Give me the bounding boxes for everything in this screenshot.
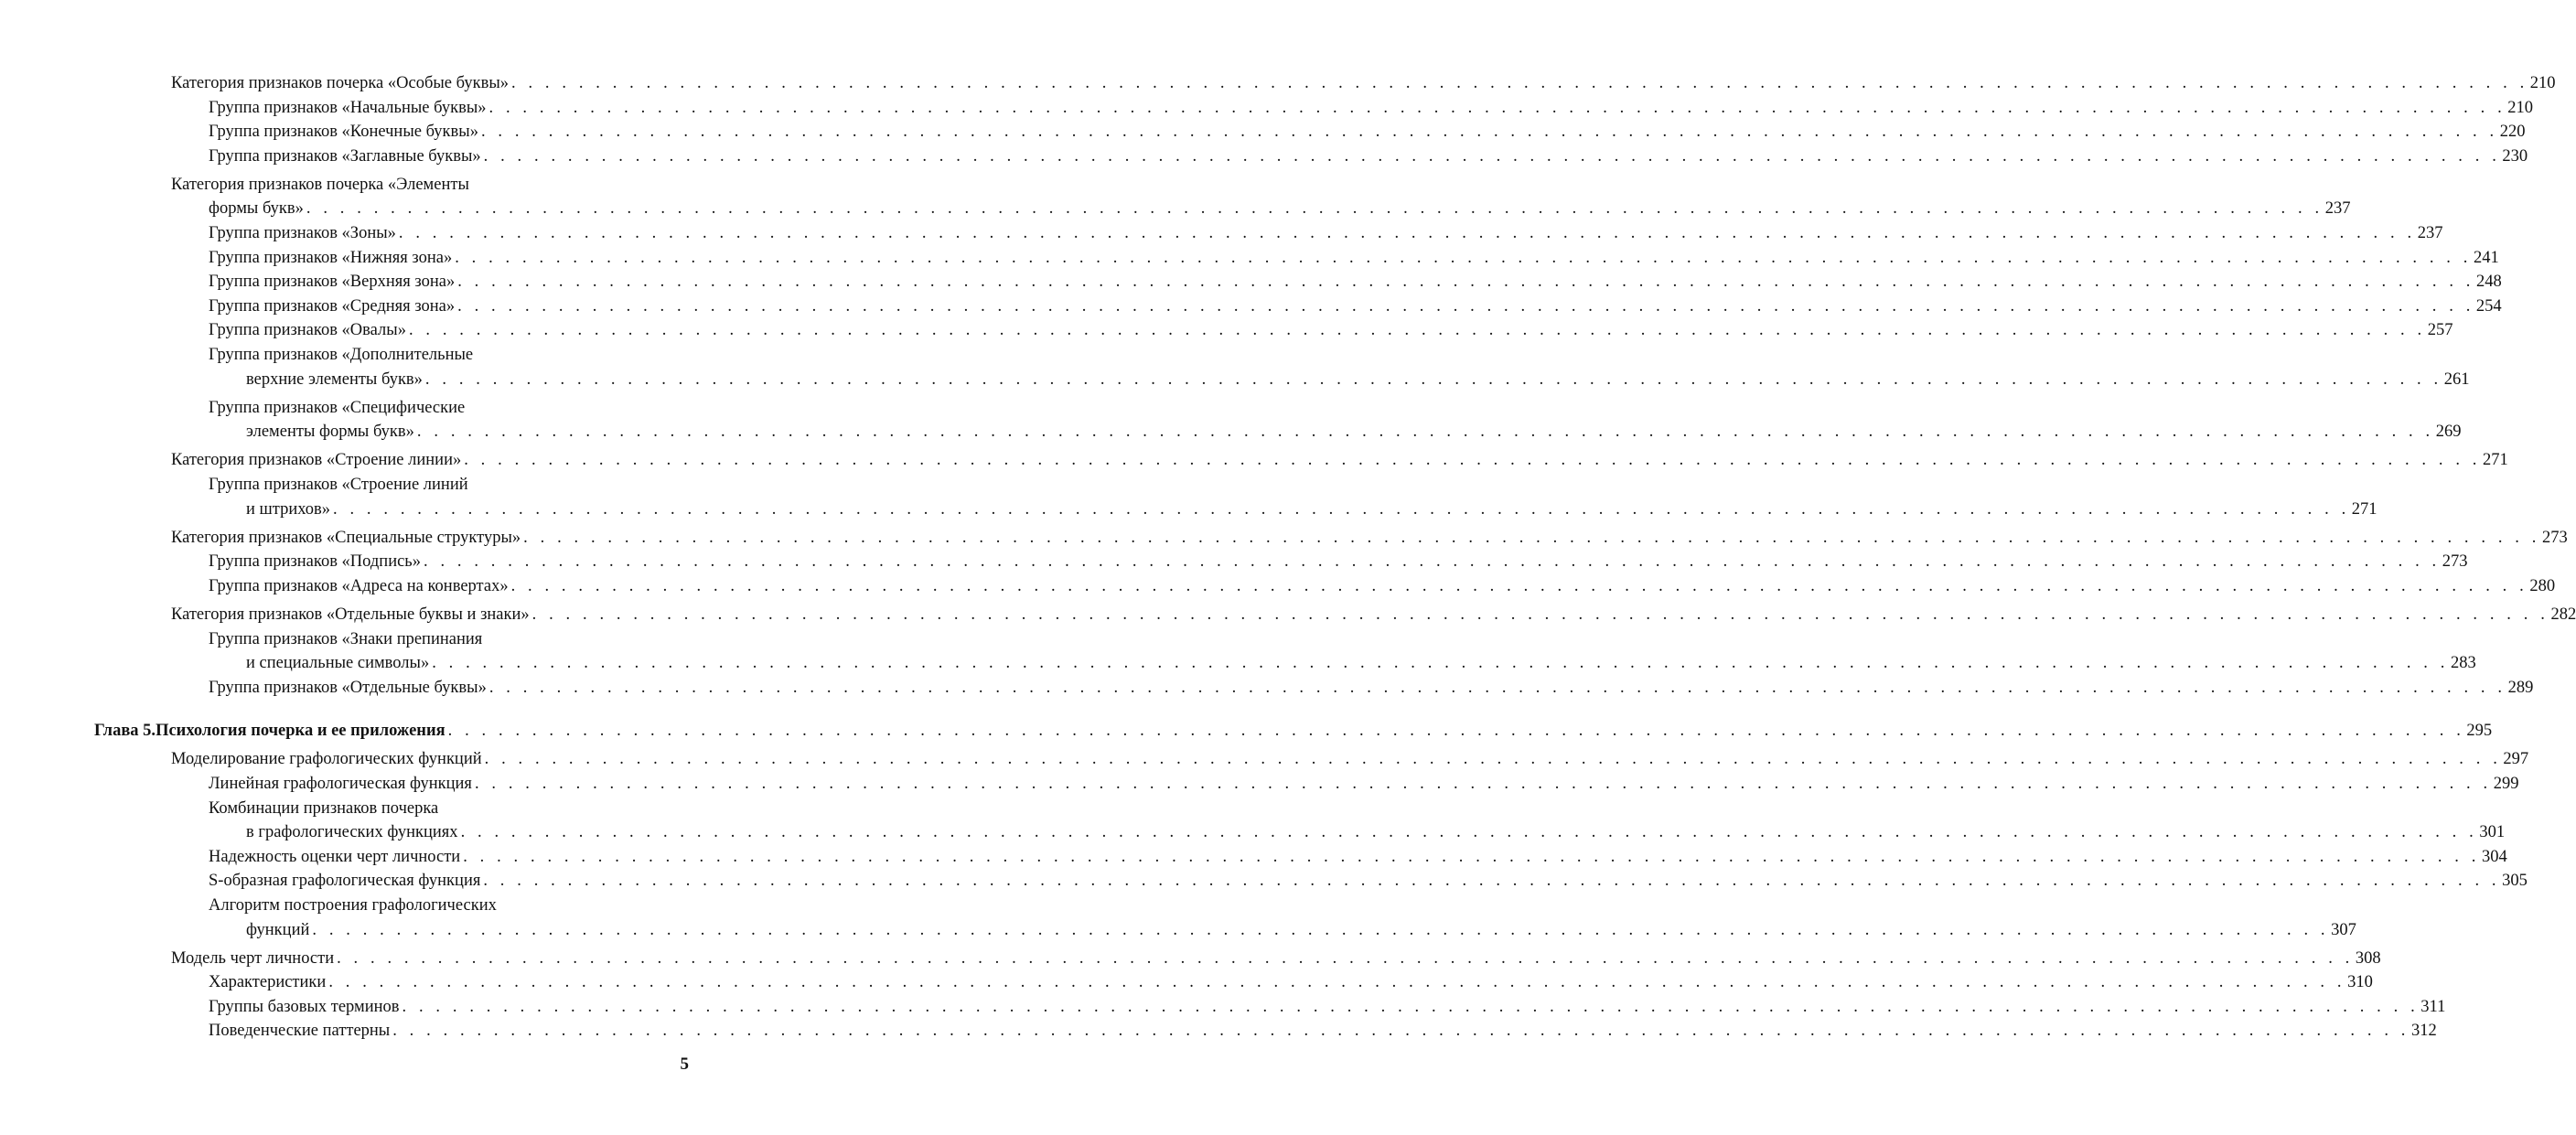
dot-leader: . . . . . . . . . . . . . . . . . . . . . . . . . . . . . . . . . . . . . . . . . . . . . . . . . . . . . . . . . . . . . . . . . . . . . . . . . . . . . . . . . . . . . . . . . . . . . . . . . . . . . . . . . . . . . . . . . . . . . . . .: [333, 499, 2350, 519]
page-ref: 283: [2450, 654, 2476, 673]
toc-entry: [0, 473, 2377, 521]
entry-title-line: Алгоритм построения графологических: [209, 896, 497, 915]
toc-entry: [0, 71, 2556, 96]
dot-leader: . . . . . . . . . . . . . . . . . . . . . . . . . . . . . . . . . . . . . . . . . . . . . . . . . . . . . . . . . . . . . . . . . . . . . . . . . . . . . . . . . . . . . . . . . . . . . . . . . . . . . . . . . . . . . . . . . . . . . . . .: [474, 775, 2492, 794]
toc-entry: [0, 869, 2528, 894]
page-ref: 257: [2427, 321, 2453, 340]
toc-chapter: [0, 719, 2493, 744]
toc-entry: [0, 970, 2373, 995]
dot-leader: . . . . . . . . . . . . . . . . . . . . . . . . . . . . . . . . . . . . . . . . . . . . . . . . . . . . . . . . . . . . . . . . . . . . . . . . . . . . . . . . . . . . . . . . . . . . . . . . . . . . . . . . . . . . . . . . . . . . . . . .: [460, 823, 2478, 842]
entry-title: Группа признаков «Конечные буквы»: [209, 123, 478, 142]
entry-title: и штрихов»: [246, 499, 331, 519]
toc-entry: [0, 676, 2534, 701]
page-ref: 305: [2502, 872, 2528, 891]
dot-leader: . . . . . . . . . . . . . . . . . . . . . . . . . . . . . . . . . . . . . . . . . . . . . . . . . . . . . . . . . . . . . . . . . . . . . . . . . . . . . . . . . . . . . . . . . . . . . . . . . . . . . . . . . . . . . . . . . . . . . . . .: [488, 678, 2506, 697]
page-ref: 301: [2479, 823, 2506, 842]
page-ref: 248: [2476, 273, 2502, 292]
dot-leader: . . . . . . . . . . . . . . . . . . . . . . . . . . . . . . . . . . . . . . . . . . . . . . . . . . . . . . . . . . . . . . . . . . . . . . . . . . . . . . . . . . . . . . . . . . . . . . . . . . . . . . . . . . . . . . . . . . . . . . . .: [480, 123, 2498, 142]
entry-title: Характеристики: [209, 973, 327, 992]
toc-entry: [0, 947, 2381, 971]
dot-leader: . . . . . . . . . . . . . . . . . . . . . . . . . . . . . . . . . . . . . . . . . . . . . . . . . . . . . . . . . . . . . . . . . . . . . . . . . . . . . . . . . . . . . . . . . . . . . . . . . . . . . . . . . . . . . . . . . . . . . . . .: [523, 528, 2540, 547]
table-of-contents: [0, 71, 2576, 1044]
toc-entry: [0, 772, 2519, 797]
page-ref: 237: [2417, 224, 2443, 243]
dot-leader: . . . . . . . . . . . . . . . . . . . . . . . . . . . . . . . . . . . . . . . . . . . . . . . . . . . . . . . . . . . . . . . . . . . . . . . . . . . . . . . . . . . . . . . . . . . . . . . . . . . . . . . . . . . . . . . . . . . . . . . .: [398, 224, 2416, 243]
dot-leader: . . . . . . . . . . . . . . . . . . . . . . . . . . . . . . . . . . . . . . . . . . . . . . . . . . . . . . . . . . . . . . . . . . . . . . . . . . . . . . . . . . . . . . . . . . . . . . . . . . . . . . . . . . . . . . . . . . . . . . . .: [337, 948, 2354, 968]
dot-leader: . . . . . . . . . . . . . . . . . . . . . . . . . . . . . . . . . . . . . . . . . . . . . . . . . . . . . . . . . . . . . . . . . . . . . . . . . . . . . . . . . . . . . . . . . . . . . . . . . . . . . . . . . . . . . . . . . . . . . . . .: [424, 552, 2441, 572]
dot-leader: . . . . . . . . . . . . . . . . . . . . . . . . . . . . . . . . . . . . . . . . . . . . . . . . . . . . . . . . . . . . . . . . . . . . . . . . . . . . . . . . . . . . . . . . . . . . . . . . . . . . . . . . . . . . . . . . . . . . . . . .: [484, 750, 2502, 769]
dot-leader: . . . . . . . . . . . . . . . . . . . . . . . . . . . . . . . . . . . . . . . . . . . . . . . . . . . . . . . . . . . . . . . . . . . . . . . . . . . . . . . . . . . . . . . . . . . . . . . . . . . . . . . . . . . . . . . . . . . . . . . .: [455, 248, 2472, 267]
entry-title: Группа признаков «Отдельные буквы»: [209, 678, 487, 697]
entry-title: элементы формы букв»: [246, 423, 414, 442]
toc-entry: [0, 120, 2526, 145]
entry-title: Группы базовых терминов: [209, 997, 400, 1016]
page-ref: 230: [2502, 146, 2528, 166]
toc-entry: [0, 246, 2499, 271]
entry-title: Группа признаков «Адреса на конвертах»: [209, 576, 509, 595]
dot-leader: . . . . . . . . . . . . . . . . . . . . . . . . . . . . . . . . . . . . . . . . . . . . . . . . . . . . . . . . . . . . . . . . . . . . . . . . . . . . . . . . . . . . . . . . . . . . . . . . . . . . . . . . . . . . . . . . . . . . . . . .: [312, 920, 2330, 939]
dot-leader: . . . . . . . . . . . . . . . . . . . . . . . . . . . . . . . . . . . . . . . . . . . . . . . . . . . . . . . . . . . . . . . . . . . . . . . . . . . . . . . . . . . . . . . . . . . . . . . . . . . . . . . . . . . . . . . . . . . . . . . .: [392, 1022, 2410, 1041]
page-ref: 261: [2443, 369, 2470, 389]
page-ref: 210: [2529, 74, 2556, 92]
toc-entry: [0, 396, 2462, 444]
entry-title: Группа признаков «Средняя зона»: [209, 296, 456, 316]
page-ref: 280: [2529, 576, 2556, 595]
page-ref: 304: [2481, 847, 2507, 866]
dot-leader: . . . . . . . . . . . . . . . . . . . . . . . . . . . . . . . . . . . . . . . . . . . . . . . . . . . . . . . . . . . . . . . . . . . . . . . . . . . . . . . . . . . . . . . . . . . . . . . . . . . . . . . . . . . . . . . . . . . . . . . .: [408, 321, 2426, 340]
dot-leader: . . . . . . . . . . . . . . . . . . . . . . . . . . . . . . . . . . . . . . . . . . . . . . . . . . . . . . . . . . . . . . . . . . . . . . . . . . . . . . . . . . . . . . . . . . . . . . . . . . . . . . . . . . . . . . . . . . . . . . . .: [457, 273, 2474, 292]
entry-title: и специальные символы»: [246, 654, 430, 673]
entry-title-line: Категория признаков почерка «Элементы: [171, 175, 469, 194]
dot-leader: . . . . . . . . . . . . . . . . . . . . . . . . . . . . . . . . . . . . . . . . . . . . . . . . . . . . . . . . . . . . . . . . . . . . . . . . . . . . . . . . . . . . . . . . . . . . . . . . . . . . . . . . . . . . . . . . . . . . . . . .: [447, 722, 2465, 741]
toc-entry: [0, 448, 2508, 473]
page-ref: 271: [2483, 451, 2508, 470]
page-ref: 299: [2493, 775, 2519, 794]
entry-title: Модель черт личности: [171, 948, 335, 968]
toc-entry: [0, 221, 2443, 246]
toc-entry: [0, 797, 2506, 845]
entry-title: функций: [246, 920, 310, 939]
entry-title: верхние элементы букв»: [246, 369, 423, 389]
entry-title: Категория признаков «Специальные структуры»: [171, 528, 521, 547]
page-ref: 273: [2442, 552, 2468, 572]
entry-title: Категория признаков «Отдельные буквы и знаки»: [171, 605, 530, 624]
entry-title-line: Группа признаков «Специфические: [209, 398, 466, 417]
entry-title: в графологических функциях: [246, 823, 458, 842]
page-ref: 308: [2355, 948, 2381, 968]
page-ref: 297: [2503, 750, 2529, 769]
dot-leader: . . . . . . . . . . . . . . . . . . . . . . . . . . . . . . . . . . . . . . . . . . . . . . . . . . . . . . . . . . . . . . . . . . . . . . . . . . . . . . . . . . . . . . . . . . . . . . . . . . . . . . . . . . . . . . . . . . . . . . . .: [457, 296, 2474, 316]
entry-title-line: Группа признаков «Знаки препинания: [209, 629, 483, 648]
dot-leader: . . . . . . . . . . . . . . . . . . . . . . . . . . . . . . . . . . . . . . . . . . . . . . . . . . . . . . . . . . . . . . . . . . . . . . . . . . . . . . . . . . . . . . . . . . . . . . . . . . . . . . . . . . . . . . . . . . . . . . . .: [432, 654, 2449, 673]
toc-entry: [0, 995, 2446, 1020]
entry-title: Группа признаков «Подпись»: [209, 552, 421, 572]
dot-leader: . . . . . . . . . . . . . . . . . . . . . . . . . . . . . . . . . . . . . . . . . . . . . . . . . . . . . . . . . . . . . . . . . . . . . . . . . . . . . . . . . . . . . . . . . . . . . . . . . . . . . . . . . . . . . . . . . . . . . . . .: [416, 423, 2434, 442]
entry-title-line: Комбинации признаков почерка: [209, 798, 439, 818]
toc-entry: [0, 173, 2351, 221]
toc-entry: [0, 318, 2453, 343]
dot-leader: . . . . . . . . . . . . . . . . . . . . . . . . . . . . . . . . . . . . . . . . . . . . . . . . . . . . . . . . . . . . . . . . . . . . . . . . . . . . . . . . . . . . . . . . . . . . . . . . . . . . . . . . . . . . . . . . . . . . . . . .: [531, 605, 2549, 624]
toc-entry: [0, 845, 2507, 870]
page-ref: 295: [2466, 722, 2493, 741]
dot-leader: . . . . . . . . . . . . . . . . . . . . . . . . . . . . . . . . . . . . . . . . . . . . . . . . . . . . . . . . . . . . . . . . . . . . . . . . . . . . . . . . . . . . . . . . . . . . . . . . . . . . . . . . . . . . . . . . . . . . . . . .: [464, 451, 2482, 470]
page-ref: 254: [2475, 296, 2502, 316]
toc-entry: [0, 526, 2568, 551]
dot-leader: . . . . . . . . . . . . . . . . . . . . . . . . . . . . . . . . . . . . . . . . . . . . . . . . . . . . . . . . . . . . . . . . . . . . . . . . . . . . . . . . . . . . . . . . . . . . . . . . . . . . . . . . . . . . . . . . . . . . . . . .: [483, 146, 2501, 166]
page-number: 5: [680, 1055, 689, 1074]
entry-title: S-образная графологическая функция: [209, 872, 481, 891]
entry-title-line: Группа признаков «Дополнительные: [209, 346, 474, 365]
page-ref: 307: [2331, 920, 2356, 939]
toc-entry: [0, 603, 2576, 627]
page-ref: 273: [2541, 528, 2568, 547]
page-ref: 237: [2324, 199, 2351, 219]
dot-leader: . . . . . . . . . . . . . . . . . . . . . . . . . . . . . . . . . . . . . . . . . . . . . . . . . . . . . . . . . . . . . . . . . . . . . . . . . . . . . . . . . . . . . . . . . . . . . . . . . . . . . . . . . . . . . . . . . . . . . . . .: [483, 872, 2501, 891]
toc-entry: [0, 270, 2502, 294]
dot-leader: . . . . . . . . . . . . . . . . . . . . . . . . . . . . . . . . . . . . . . . . . . . . . . . . . . . . . . . . . . . . . . . . . . . . . . . . . . . . . . . . . . . . . . . . . . . . . . . . . . . . . . . . . . . . . . . . . . . . . . . .: [510, 576, 2528, 595]
dot-leader: . . . . . . . . . . . . . . . . . . . . . . . . . . . . . . . . . . . . . . . . . . . . . . . . . . . . . . . . . . . . . . . . . . . . . . . . . . . . . . . . . . . . . . . . . . . . . . . . . . . . . . . . . . . . . . . . . . . . . . . .: [424, 369, 2442, 389]
page-ref: 269: [2435, 423, 2462, 442]
dot-leader: . . . . . . . . . . . . . . . . . . . . . . . . . . . . . . . . . . . . . . . . . . . . . . . . . . . . . . . . . . . . . . . . . . . . . . . . . . . . . . . . . . . . . . . . . . . . . . . . . . . . . . . . . . . . . . . . . . . . . . . .: [488, 98, 2506, 117]
toc-entry: [0, 96, 2534, 121]
entry-title: Поведенческие паттерны: [209, 1022, 391, 1041]
toc-entry: [0, 343, 2470, 391]
dot-leader: . . . . . . . . . . . . . . . . . . . . . . . . . . . . . . . . . . . . . . . . . . . . . . . . . . . . . . . . . . . . . . . . . . . . . . . . . . . . . . . . . . . . . . . . . . . . . . . . . . . . . . . . . . . . . . . . . . . . . . . .: [463, 847, 2480, 866]
toc-entry: [0, 550, 2468, 574]
toc-entry: [0, 627, 2476, 676]
toc-entry: [0, 747, 2529, 772]
dot-leader: . . . . . . . . . . . . . . . . . . . . . . . . . . . . . . . . . . . . . . . . . . . . . . . . . . . . . . . . . . . . . . . . . . . . . . . . . . . . . . . . . . . . . . . . . . . . . . . . . . . . . . . . . . . . . . . . . . . . . . . .: [511, 74, 2528, 92]
entry-title: Категория признаков почерка «Особые буквы»: [171, 74, 510, 92]
entry-title: Группа признаков «Нижняя зона»: [209, 248, 453, 267]
page-ref: 312: [2411, 1022, 2437, 1041]
toc-entry: [0, 574, 2556, 599]
entry-title: Группа признаков «Овалы»: [209, 321, 406, 340]
entry-title: Надежность оценки черт личности: [209, 847, 461, 866]
toc-entry: [0, 894, 2356, 942]
entry-title: Категория признаков «Строение линии»: [171, 451, 462, 470]
page-ref: 220: [2499, 123, 2526, 142]
entry-title-line: Группа признаков «Строение линий: [209, 476, 468, 494]
dot-leader: . . . . . . . . . . . . . . . . . . . . . . . . . . . . . . . . . . . . . . . . . . . . . . . . . . . . . . . . . . . . . . . . . . . . . . . . . . . . . . . . . . . . . . . . . . . . . . . . . . . . . . . . . . . . . . . . . . . . . . . .: [306, 199, 2324, 219]
dot-leader: . . . . . . . . . . . . . . . . . . . . . . . . . . . . . . . . . . . . . . . . . . . . . . . . . . . . . . . . . . . . . . . . . . . . . . . . . . . . . . . . . . . . . . . . . . . . . . . . . . . . . . . . . . . . . . . . . . . . . . . .: [402, 997, 2420, 1016]
entry-title: Группа признаков «Зоны»: [209, 224, 396, 243]
chapter-label: Глава 5.: [94, 722, 156, 741]
entry-title: формы букв»: [209, 199, 304, 219]
entry-title: Моделирование графологических функций: [171, 750, 482, 769]
page-ref: 241: [2473, 248, 2499, 267]
page-ref: 210: [2507, 98, 2534, 117]
entry-title: Группа признаков «Заглавные буквы»: [209, 146, 481, 166]
page-ref: 282: [2550, 605, 2576, 624]
page-ref: 271: [2351, 499, 2377, 519]
toc-entry: [0, 294, 2502, 319]
dot-leader: . . . . . . . . . . . . . . . . . . . . . . . . . . . . . . . . . . . . . . . . . . . . . . . . . . . . . . . . . . . . . . . . . . . . . . . . . . . . . . . . . . . . . . . . . . . . . . . . . . . . . . . . . . . . . . . . . . . . . . . .: [328, 973, 2346, 992]
page-ref: 289: [2507, 678, 2534, 697]
chapter-title: Психология почерка и ее приложения: [156, 722, 445, 741]
page-ref: 311: [2420, 997, 2446, 1016]
toc-entry: [0, 145, 2528, 169]
toc-entry: [0, 1019, 2437, 1044]
entry-title: Группа признаков «Начальные буквы»: [209, 98, 487, 117]
page-ref: 310: [2347, 973, 2373, 992]
entry-title: Линейная графологическая функция: [209, 775, 472, 794]
entry-title: Группа признаков «Верхняя зона»: [209, 273, 456, 292]
